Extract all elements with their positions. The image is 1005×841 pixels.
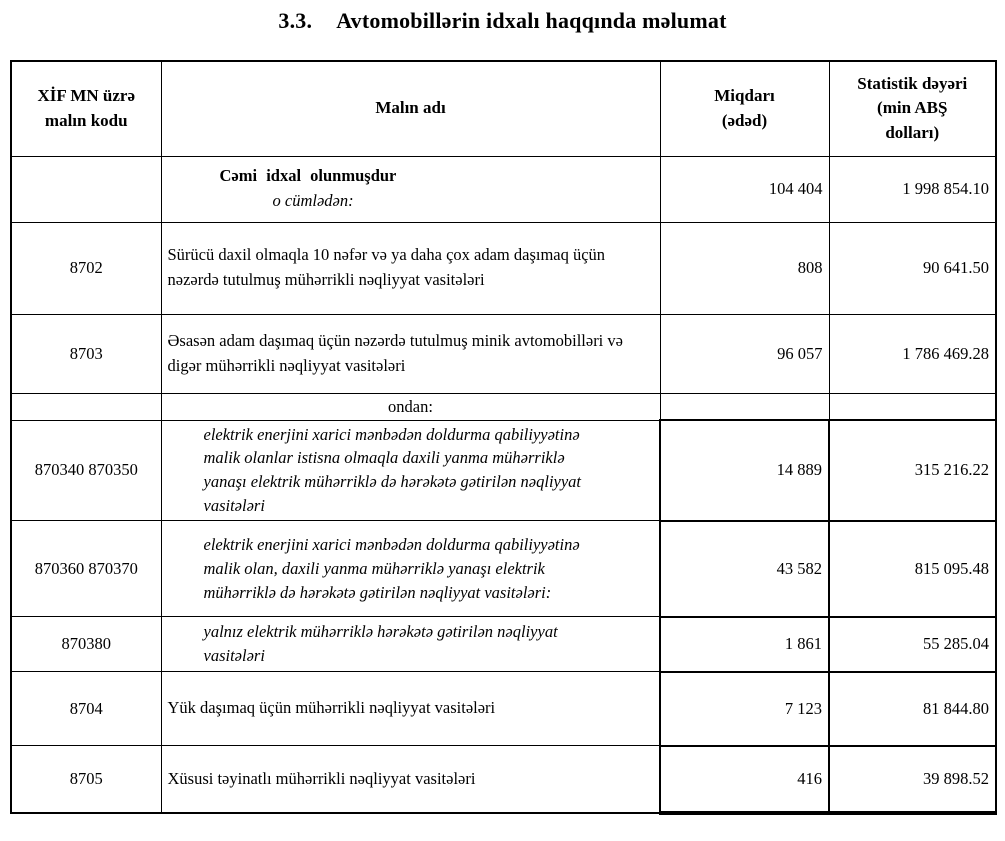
name-cell: elektrik enerjini xarici mənbədən doldurma qabiliyyətinə malik olan, daxili yanma mühərriklə yanaşı elektrik mühərriklə də hərəkətə gətirilən nəqliyyat vasitələri: xyxy=(161,521,660,617)
header-value-line3: dolları) xyxy=(885,123,940,143)
table-row xyxy=(11,420,996,521)
name-cell: Yük daşımaq üçün mühərrikli nəqliyyat vasitələri xyxy=(161,672,660,746)
value-cell: 81 844.80 xyxy=(829,672,996,746)
total-label: Cəmi idxal olunmuşdur xyxy=(219,166,397,186)
code-cell: 8703 xyxy=(11,314,161,393)
table-row-total xyxy=(11,156,996,222)
code-cell: 870340 870350 xyxy=(11,420,161,521)
name-cell xyxy=(161,156,660,222)
header-code-line2: malın kodu xyxy=(44,110,128,130)
table-row xyxy=(11,222,996,314)
qty-cell: 7 123 xyxy=(660,672,829,746)
name-cell: Xüsusi təyinatlı mühərrikli nəqliyyat vasitələri xyxy=(161,746,660,813)
value-cell: 39 898.52 xyxy=(829,746,996,813)
header-code-line1: XİF MN üzrə xyxy=(37,86,136,106)
code-cell xyxy=(11,156,161,222)
header-code xyxy=(11,61,161,156)
table-row xyxy=(11,617,996,672)
name-cell: elektrik enerjini xarici mənbədən doldurma qabiliyyətinə malik olanlar istisna olmaqla daxili yanma mühərriklə yanaşı elektrik mühərriklə də hərəkətə gətirilən nəqliyyat vasitələri xyxy=(161,420,660,521)
value-cell: 1 786 469.28 xyxy=(829,314,996,393)
qty-cell: 808 xyxy=(660,222,829,314)
qty-cell: 416 xyxy=(660,746,829,813)
code-cell: 870380 xyxy=(11,617,161,672)
page-title xyxy=(0,8,1005,34)
qty-cell: 1 861 xyxy=(660,617,829,672)
table-row xyxy=(11,746,996,813)
code-cell: 8705 xyxy=(11,746,161,813)
table-row xyxy=(11,314,996,393)
qty-cell: 14 889 xyxy=(660,420,829,521)
value-cell: 90 641.50 xyxy=(829,222,996,314)
value-cell: 815 095.48 xyxy=(829,521,996,617)
header-qty xyxy=(660,61,829,156)
qty-cell xyxy=(660,393,829,420)
header-qty-line2: (ədəd) xyxy=(721,110,768,130)
value-cell: 315 216.22 xyxy=(829,420,996,521)
value-cell: 55 285.04 xyxy=(829,617,996,672)
header-name: Malın adı xyxy=(161,61,660,156)
total-sublabel: o cümlədən: xyxy=(272,191,354,210)
name-cell: Əsasən adam daşımaq üçün nəzərdə tutulmuş minik avtomobilləri və digər mühərrikli nəqliyyat vasitələri xyxy=(161,314,660,393)
header-value-line2: (min ABŞ xyxy=(877,98,948,118)
code-cell xyxy=(11,393,161,420)
code-cell: 8704 xyxy=(11,672,161,746)
header-value xyxy=(829,61,996,156)
section-title-text: Avtomobillərin idxalı haqqında məlumat xyxy=(336,8,727,33)
code-cell: 870360 870370 xyxy=(11,521,161,617)
value-cell: 1 998 854.10 xyxy=(829,156,996,222)
table-subheader-row xyxy=(11,393,996,420)
section-number: 3.3. xyxy=(278,8,313,33)
value-cell xyxy=(829,393,996,420)
header-value-line1: Statistik dəyəri xyxy=(857,73,968,93)
subheader-label: ondan: xyxy=(161,393,660,420)
name-cell: yalnız elektrik mühərriklə hərəkətə gətirilən nəqliyyat vasitələri xyxy=(161,617,660,672)
qty-cell: 96 057 xyxy=(660,314,829,393)
name-cell: Sürücü daxil olmaqla 10 nəfər və ya daha çox adam daşımaq üçün nəzərdə tutulmuş mühərrikli nəqliyyat vasitələri xyxy=(161,222,660,314)
qty-cell: 43 582 xyxy=(660,521,829,617)
header-qty-line1: Miqdarı xyxy=(714,86,775,106)
table-row xyxy=(11,672,996,746)
import-data-table xyxy=(10,60,997,815)
code-cell: 8702 xyxy=(11,222,161,314)
table-row xyxy=(11,521,996,617)
qty-cell: 104 404 xyxy=(660,156,829,222)
table-header-row xyxy=(11,61,996,156)
